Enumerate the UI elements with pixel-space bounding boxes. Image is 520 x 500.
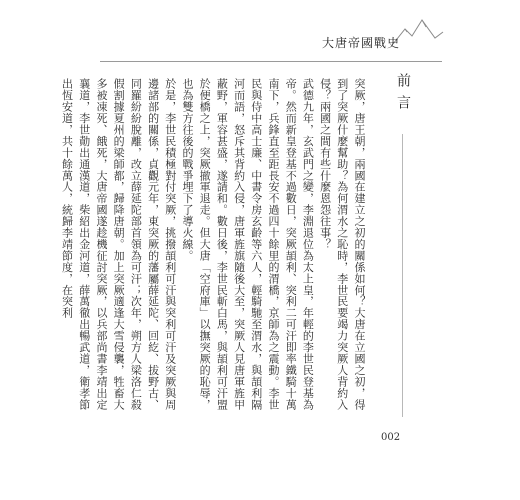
header-divider bbox=[100, 61, 442, 62]
chapter-title: 前言 bbox=[395, 73, 411, 117]
body-text bbox=[58, 78, 368, 420]
page-number: 002 bbox=[381, 432, 401, 443]
paragraph-2: 武德九年，玄武門之變，李淵退位為太上皇，年輕的李世民登基為帝。然而新皇登基不過數日，突厥頡利、突利二可汗即率鐵騎十萬南下，兵鋒直至距長安不過四十餘里的渭橋，京師為之震動。李世民與侍中高士廉、中書令房玄齡等六人，輕騎馳至渭水，與頡利隔河而語，怒斥其背約入侵，唐軍旌旗隨後大至，突厥人見唐軍旌甲蔽野，軍容甚盛，遂請和。數日後，李世民斬白馬，與頡利可汗盟於便橋之上，突厥撤軍退走。但大唐「空府庫」以撫突厥的恥辱，也為雙方往後的戰爭埋下了導火線。 bbox=[180, 78, 315, 411]
paragraph-1: 突厥，唐王朝，兩國在建立之初的關係如何？大唐在立國之初，得到了突厥什麼幫助？為何渭水之恥時，李世民要竭力突厥人背約入侵？兩國之間有些什麼恩怨往事？ bbox=[318, 78, 366, 411]
chapter-divider bbox=[402, 134, 403, 417]
paragraph-3: 於是，李世民積極對付突厥，挑撥頡利可汗與突利可汗及突厥與周邊諸部的關係，貞觀元年，東突厥的藩屬薛延陀、回紇、拔野古、同羅紛紛脫離，改立薛延陀部首領為可汗；次年，朔方人梁洛仁殺假割據夏州的梁師都，歸降唐朝。加上突厥適逢大雪侵襲，牲畜大多被凍死、餓死，大唐帝國遂趁機征討突厥，以兵部尚書李靖出定襄道，李世勣出通漢道，柴紹出金河道，薛萬徹出暢武道，衛孝節出恆安道，共十餘萬人，統歸李靖節度，在突利 bbox=[60, 78, 177, 411]
running-head-title: 大唐帝國戰史 bbox=[322, 36, 401, 50]
